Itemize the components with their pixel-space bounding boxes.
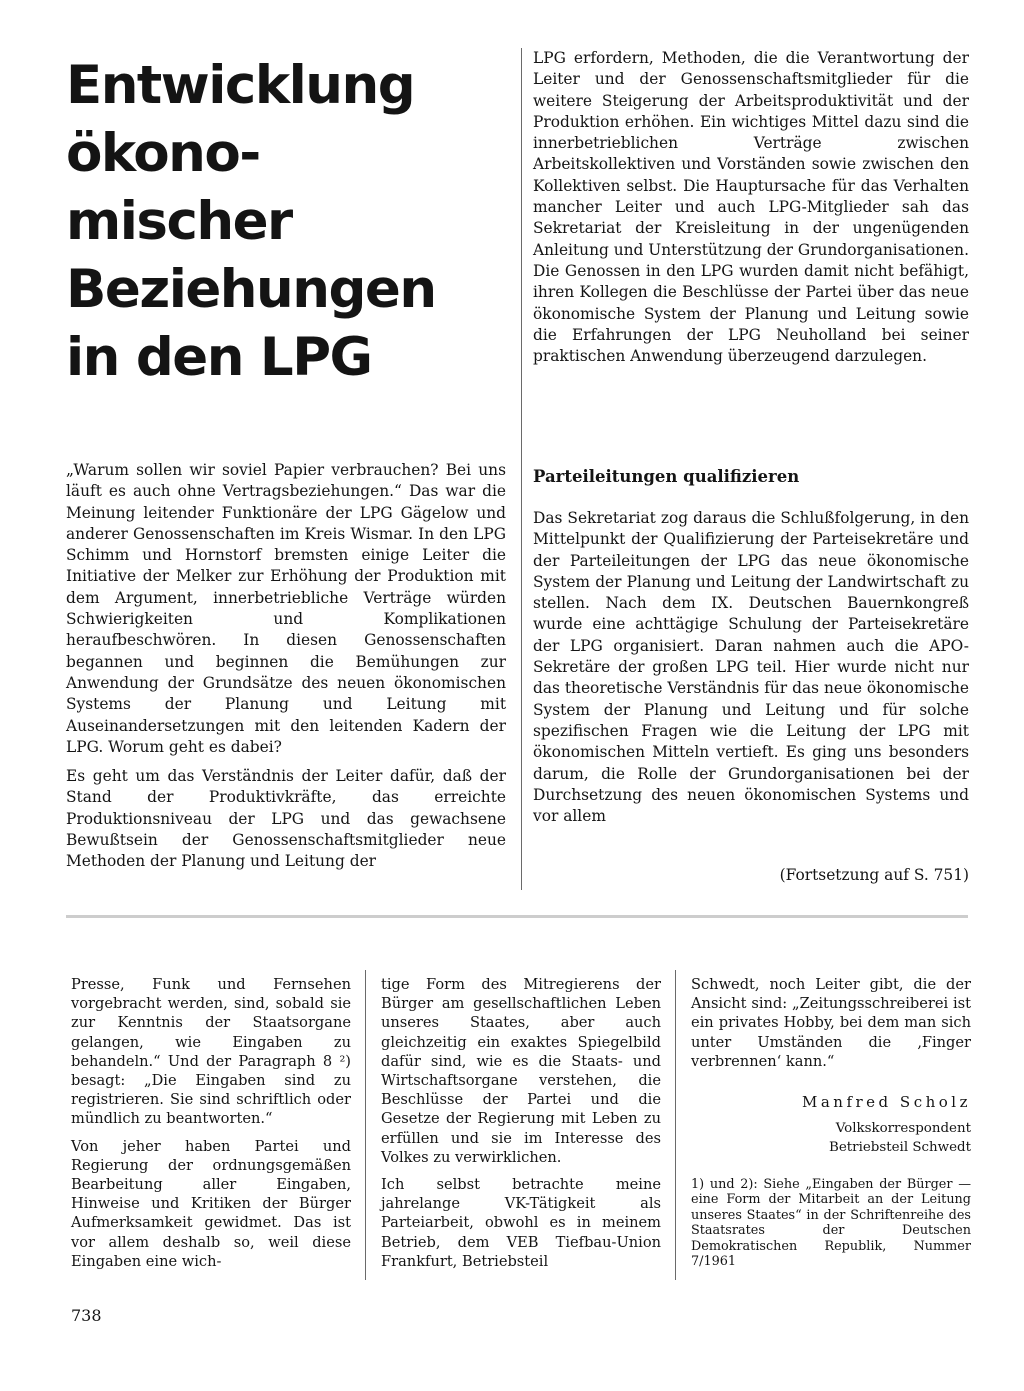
column-divider: [365, 970, 366, 1280]
column-divider: [675, 970, 676, 1280]
section-divider: [66, 915, 968, 918]
footnote: 1) und 2): Siehe „Eingaben der Bürger — eine Form der Mitarbeit an der Leitung unseres Staates“ in der Schriftenreihe des Staatsrates der Deutschen Demokratischen Republik, Nummer 7/1961: [691, 1177, 971, 1270]
author-name: Manfred Scholz: [802, 1093, 971, 1112]
right-column-bottom: [533, 508, 969, 835]
paragraph: Von jeher haben Partei und Regierung der ordnungsgemäßen Bearbeitung aller Eingaben, Hinweise und Kritiken der Bürger Aufmerksamkeit gewidmet. Das ist vor allem deshalb so, weil diese Eingaben eine wich-: [71, 1137, 351, 1270]
bottom-column-2: [381, 975, 661, 1279]
paragraph: Presse, Funk und Fernsehen vorgebracht werden, sind, sobald sie zur Kenntnis der Staatsorgane gelangen, wie Eingaben zu behandeln.“ Und der Paragraph 8 ²) besagt: „Die Eingaben sind zu registrieren. Sie sind schriftlich oder mündlich zu beantworten.“: [71, 976, 351, 1128]
paragraph: Schwedt, noch Leiter gibt, die der Ansicht sind: „Zeitungsschreiberei ist ein privates Hobby, bei dem man sich unter Umständen die ‚Finger verbrennen‘ kann.“: [691, 976, 971, 1070]
headline-line: Entwicklung: [66, 55, 415, 116]
right-column-top: [533, 48, 969, 375]
paragraph: LPG erfordern, Methoden, die die Verantwortung der Leiter und der Genossenschaftsmitglieder für die weitere Steigerung der Arbeitsproduktivität und der Produktion erhöhen. Ein wichtiges Mittel dazu sind die innerbetrieblichen Verträge zwischen Arbeitskollektiven und Vorständen sowie zwischen den Kollektiven selbst. Die Hauptursache für das Verhalten mancher Leiter und auch LPG-Mitglieder sah das Sekretariat der Kreisleitung in der ungenügenden Anleitung und Unterstützung der Grundorganisationen. Die Genossen in den LPG wurden damit nicht befähigt, ihren Kollegen die Beschlüsse der Partei über das neue ökonomische System der Planung und Leitung sowie die Erfahrungen der LPG Neuholland bei seiner praktischen Anwendung überzeugend darzulegen.: [533, 49, 969, 366]
continuation-note: (Fortsetzung auf S. 751): [779, 866, 969, 884]
paragraph: Es geht um das Verständnis der Leiter dafür, daß der Stand der Produktivkräfte, das erreichte Produktionsniveau der LPG und das gewachsene Bewußtsein der Genossenschaftsmitglieder neue Methoden der Planung und Leitung der: [66, 767, 506, 871]
paragraph: Das Sekretariat zog daraus die Schlußfolgerung, in den Mittelpunkt der Qualifizierung der Parteisekretäre und der Parteileitungen der LPG das neue ökonomische System der Planung und Leitung der Landwirtschaft zu stellen. Nach dem IX. Deutschen Bauernkongreß wurde eine achttägige Schulung der Parteisekretäre der LPG organisiert. Daran nahmen auch die APO-Sekretäre der großen LPG teil. Hier wurde nicht nur das theoretische Verständnis für das neue ökonomische System der Planung und Leitung und für solche spezifischen Fragen wie die Leitung der LPG mit ökonomischen Mitteln vertieft. Es ging uns besonders darum, die Rolle der Grundorganisationen bei der Durchsetzung des neuen ökonomischen Systems und vor allem: [533, 509, 969, 826]
paragraph: Ich selbst betrachte meine jahrelange VK-Tätigkeit als Parteiarbeit, obwohl es in meinem Betrieb, dem VEB Tiefbau-Union Frankfurt, Betriebsteil: [381, 1176, 661, 1270]
bottom-column-3: [691, 975, 971, 1269]
left-column: [66, 460, 506, 881]
author-role: Volkskorrespondent: [835, 1121, 971, 1137]
headline-line: mischer: [66, 191, 292, 252]
headline-line: ökono-: [66, 123, 260, 184]
paragraph: tige Form des Mitregierens der Bürger am gesellschaftlichen Leben unseres Staates, aber auch gleichzeitig ein exaktes Spiegelbild dafür sind, wie es die Staats- und Wirtschaftsorgane verstehen, die Beschlüsse der Partei und die Gesetze der Regierung mit Leben zu erfüllen und sie im Interesse des Volkes zu verwirklichen.: [381, 976, 661, 1166]
paragraph: „Warum sollen wir soviel Papier verbrauchen? Bei uns läuft es auch ohne Vertragsbeziehungen.“ Das war die Meinung leitender Funktionäre der LPG Gägelow und anderer Genossenschaften im Kreis Wismar. In den LPG Schimm und Hornstorf bremsten einige Leiter die Initiative der Melker zur Erhöhung der Produktion mit dem Argument, innerbetriebliche Verträge würden Schwierigkeiten und Komplikationen heraufbeschwören. In diesen Genossenschaften begannen und beginnen die Bemühungen zur Anwendung der Grundsätze des neuen ökonomischen Systems der Planung und Leitung mit Auseinandersetzungen mit den leitenden Kadern der LPG. Worum geht es dabei?: [66, 461, 506, 756]
bottom-column-1: [71, 975, 351, 1279]
author-location: Betriebsteil Schwedt: [829, 1140, 971, 1156]
article-headline: [66, 52, 514, 392]
page-number: 738: [71, 1306, 102, 1325]
headline-line: Beziehungen: [66, 259, 436, 320]
section-heading: Parteileitungen qualifizieren: [533, 467, 800, 486]
column-divider: [521, 48, 522, 890]
headline-line: in den LPG: [66, 327, 372, 388]
